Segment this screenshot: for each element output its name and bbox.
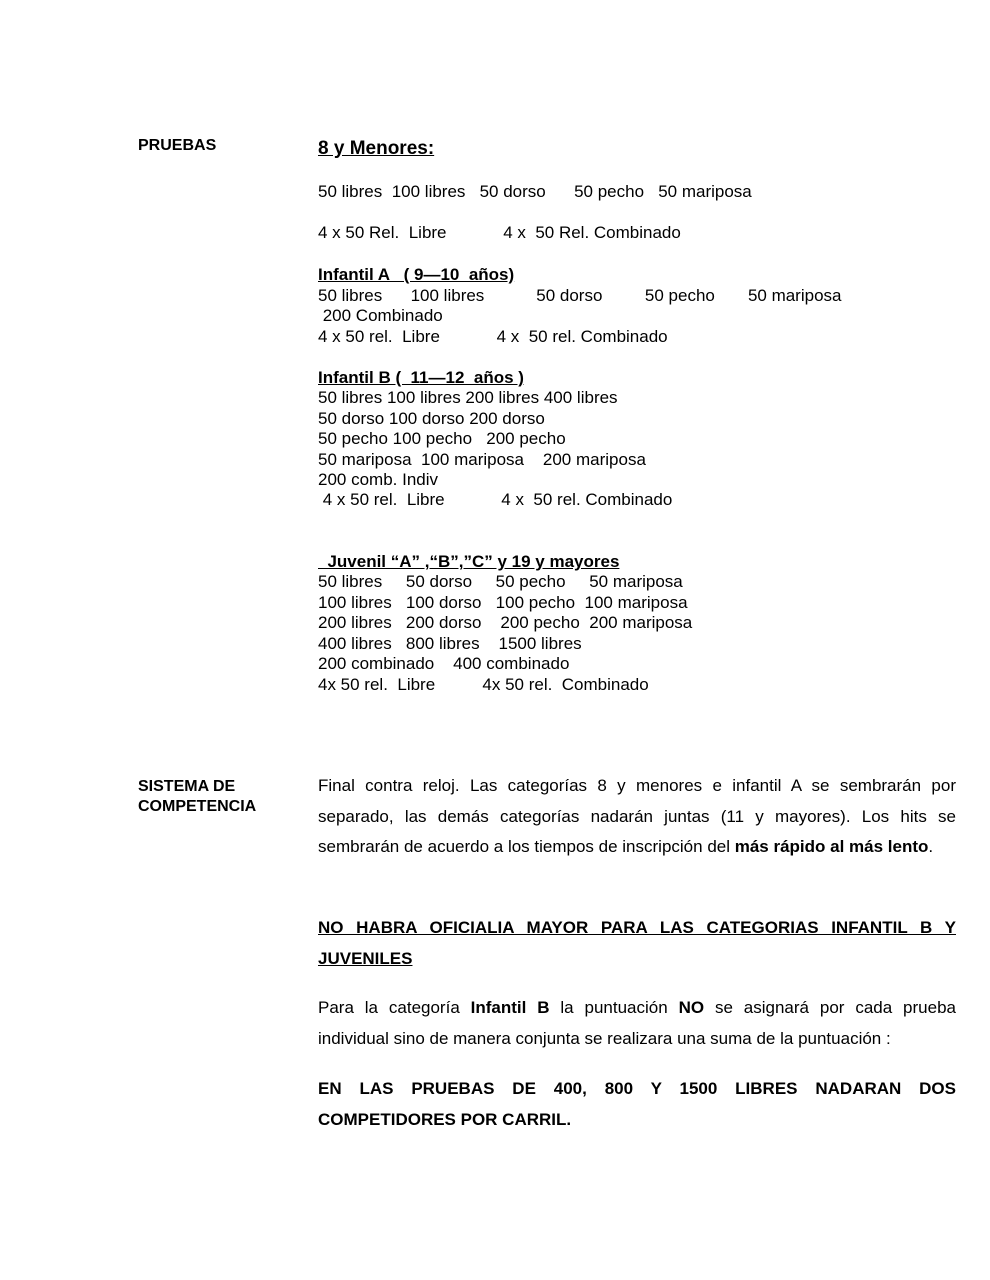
event-line: 50 libres 100 libres 50 dorso 50 pecho 50 mariposa: [318, 182, 752, 201]
event-line: 50 mariposa 100 mariposa 200 mariposa: [318, 450, 646, 469]
paragraph-text: Para la categoría: [318, 998, 471, 1017]
category-heading-infantil-a: Infantil A ( 9—10 años): [318, 265, 515, 284]
event-line: 4 x 50 rel. Libre 4 x 50 rel. Combinado: [318, 327, 668, 346]
category-heading-8-y-menores: 8 y Menores:: [318, 138, 435, 159]
bold-phrase: más rápido al más lento: [734, 837, 929, 856]
paragraph-puntuacion: [318, 993, 956, 1054]
event-line: 4 x 50 Rel. Libre 4 x 50 Rel. Combinado: [318, 223, 681, 242]
paragraph-dos-competidores: EN LAS PRUEBAS DE 400, 800 Y 1500 LIBRES NADARAN DOS COMPETIDORES POR CARRIL.: [318, 1079, 956, 1129]
event-line: 100 libres 100 dorso 100 pecho 100 mariposa: [318, 593, 688, 612]
event-line: 50 libres 50 dorso 50 pecho 50 mariposa: [318, 572, 683, 591]
event-line: 50 pecho 100 pecho 200 pecho: [318, 429, 566, 448]
event-line: 200 Combinado: [318, 306, 443, 325]
section-label-pruebas: PRUEBAS: [138, 137, 217, 154]
paragraph-text: la puntuación: [549, 998, 679, 1017]
paragraph-text: se asignará por cada prueba individual sino de manera conjunta se realizara una suma de la puntuación :: [318, 998, 956, 1048]
section-label-sistema-line1: SISTEMA DE: [138, 778, 236, 795]
event-line: 200 combinado 400 combinado: [318, 654, 570, 673]
event-line: 200 comb. Indiv: [318, 470, 439, 489]
category-heading-juvenil: Juvenil “A” ,“B”,”C” y 19 y mayores: [318, 552, 620, 571]
paragraph-final-contra-reloj: [318, 771, 956, 863]
section-label-sistema-line2: COMPETENCIA: [138, 798, 257, 815]
event-line: 50 libres 100 libres 200 libres 400 libres: [318, 388, 618, 407]
event-line: 50 libres 100 libres 50 dorso 50 pecho 50 mariposa: [318, 286, 842, 305]
paragraph-text: Final contra reloj. Las categorías 8 y menores e infantil A se sembrarán por separado, las demás categorías nadarán juntas (11 y mayores). Los hits se sembrarán de acuerdo a los tiempos de inscripción del: [318, 776, 956, 856]
event-line: 50 dorso 100 dorso 200 dorso: [318, 409, 545, 428]
event-line: 200 libres 200 dorso 200 pecho 200 mariposa: [318, 613, 693, 632]
event-line: 400 libres 800 libres 1500 libres: [318, 634, 582, 653]
bold-phrase: Infantil B: [470, 998, 550, 1017]
category-heading-infantil-b: Infantil B ( 11—12 años ): [318, 368, 524, 387]
event-line: 4x 50 rel. Libre 4x 50 rel. Combinado: [318, 675, 649, 694]
bold-phrase: NO: [678, 998, 705, 1017]
paragraph-notice-oficialia: [318, 913, 956, 974]
paragraph-end: .: [928, 837, 934, 856]
event-line: 4 x 50 rel. Libre 4 x 50 rel. Combinado: [318, 490, 673, 509]
notice-text: NO HABRA OFICIALIA MAYOR PARA LAS CATEGORIAS INFANTIL B Y JUVENILES: [318, 918, 956, 968]
